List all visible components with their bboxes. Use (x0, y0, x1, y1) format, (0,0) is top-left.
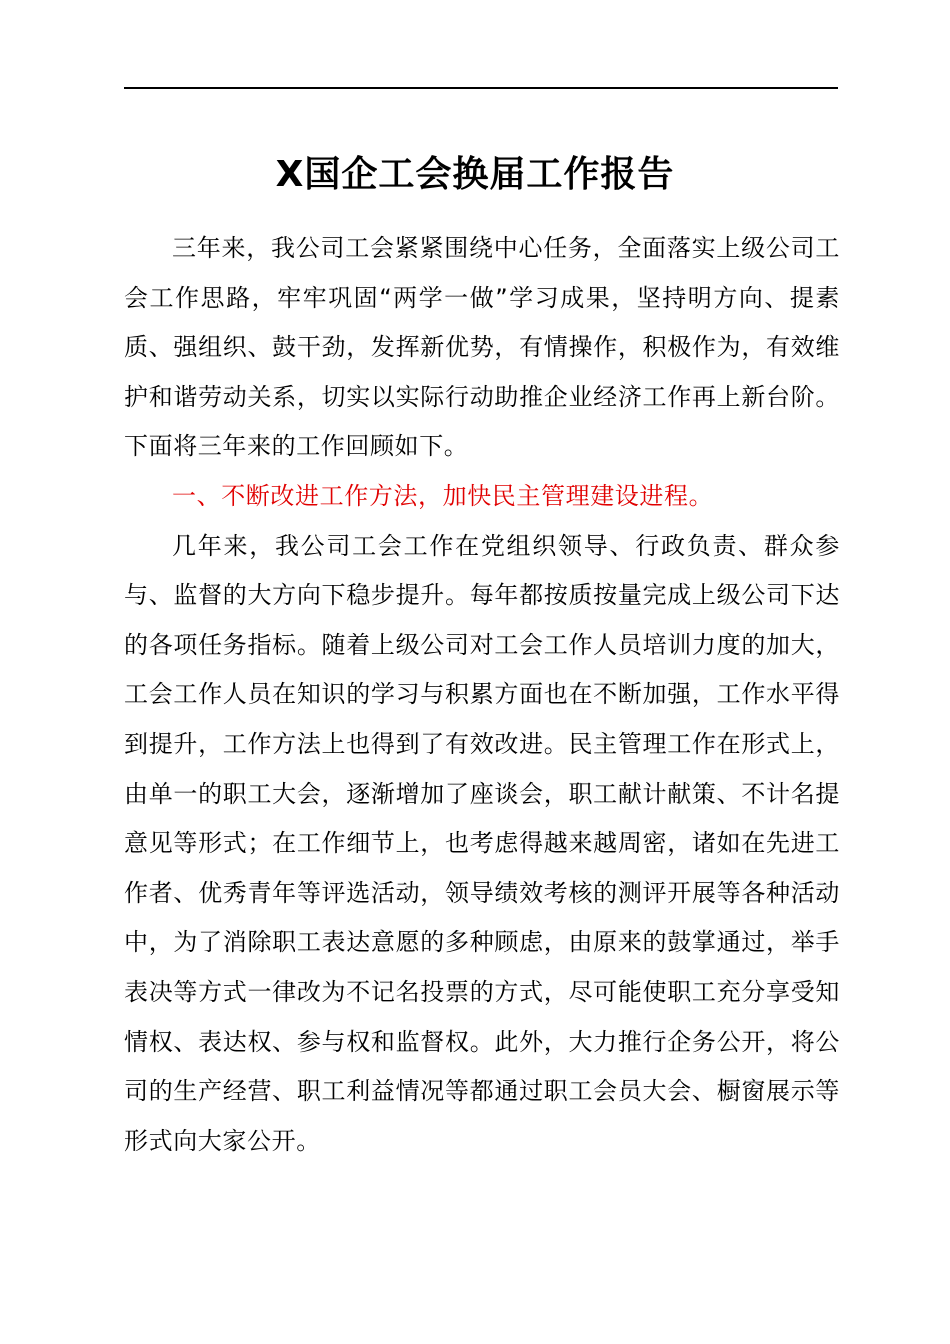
intro-paragraph: 三年来，我公司工会紧紧围绕中心任务，全面落实上级公司工会工作思路，牢牢巩固“两学一做”学习成果，坚持明方向、提素质、强组织、鼓干劲，发挥新优势，有情操作，积极作为，有效维护和谐劳动关系，切实以实际行动助推企业经济工作再上新台阶。下面将三年来的工作回顾如下。 (124, 234, 840, 461)
section-1-heading: 一、不断改进工作方法，加快民主管理建设进程。 (172, 481, 714, 510)
section-1-paragraph: 几年来，我公司工会工作在党组织领导、行政负责、群众参与、监督的大方向下稳步提升。每年都按质按量完成上级公司下达的各项任务指标。随着上级公司对工会工作人员培训力度的加大，工会工作人员在知识的学习与积累方面也在不断加强，工作水平得到提升，工作方法上也得到了有效改进。民主管理工作在形式上，由单一的职工大会，逐渐增加了座谈会，职工献计献策、不计名提意见等形式；在工作细节上，也考虑得越来越周密，诸如在先进工作者、优秀青年等评选活动，领导绩效考核的测评开展等各种活动中，为了消除职工表达意愿的多种顾虑，由原来的鼓掌通过，举手表决等方式一律改为不记名投票的方式，尽可能使职工充分享受知情权、表达权、参与权和监督权。此外，大力推行企务公开，将公司的生产经营、职工利益情况等都通过职工会员大会、橱窗展示等形式向大家公开。 (124, 531, 840, 1155)
document-body (124, 224, 840, 1166)
document-title: X国企工会换届工作报告 (275, 154, 675, 195)
header-rule (124, 87, 838, 89)
